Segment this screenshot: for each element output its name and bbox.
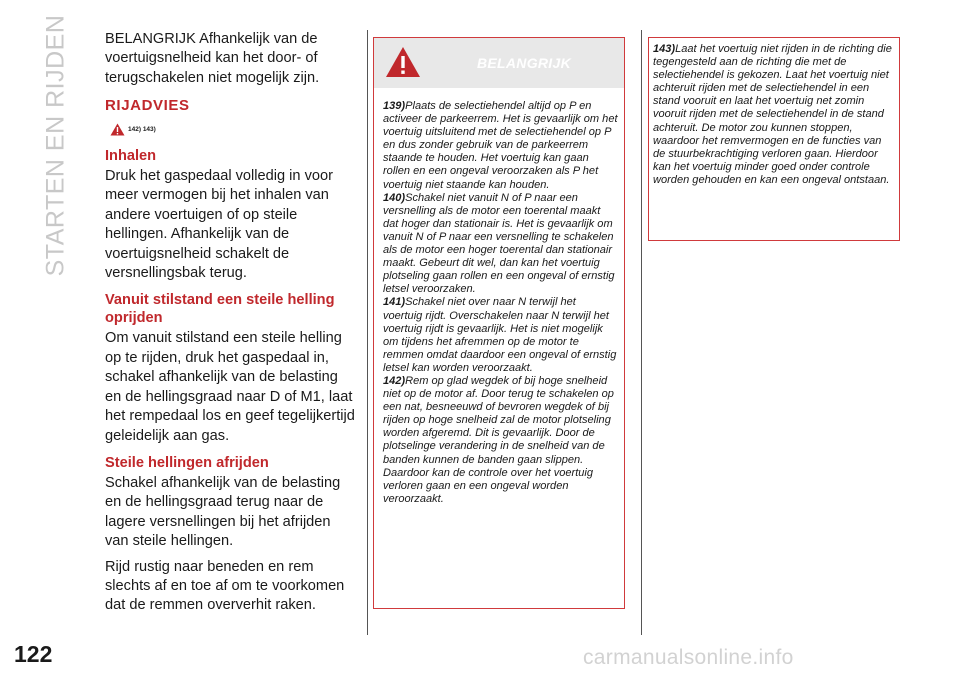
warning-item-text: Rem op glad wegdek of bij hoge snelheid niet op de motor af. Door terug te schakelen op een nat, besneeuwd of bevroren wegdek of bij rijden op hoge snelheid zal de motor plotseling worden afgeremd. Dit is gevaarlijk. Door de plotselinge verandering in de snelheid van de banden kunnen de banden gaan slippen. Daardoor kan de controle over het voertuig verloren gaan en een ongeval worden veroorzaakt. <box>383 374 614 505</box>
warning-item <box>383 100 618 192</box>
watermark: carmanualsonline.info <box>583 646 794 669</box>
paragraph-rustig-remmen: Rijd rustig naar beneden en rem slechts af en toe af om te voorkomen dat de remmen oververhit raken. <box>105 558 345 614</box>
warning-item-text: Laat het voertuig niet rijden in de richting die tegengesteld aan de richting die met de selectiehendel is gekozen. Laat het voertuig niet achteruit rijden met de selectiehendel in een stand vooruit en laat het voertuig net zomin vooruit rijden met de selectiehendel in de stand achteruit. De motor zou kunnen stoppen, waardoor het remvermogen en de functies van de stuurbekrachtiging verloren gaan. Hierdoor kan het voertuig minder goed onder controle worden gehouden en kan een ongeval ontstaan. <box>653 43 892 186</box>
side-section-title-text: STARTEN EN RIJDEN <box>41 14 70 276</box>
warning-reference <box>110 120 357 139</box>
warning-triangle-icon <box>110 123 125 136</box>
warning-item-number: 143) <box>653 43 676 55</box>
warning-item <box>653 43 895 187</box>
intro-paragraph: BELANGRIJK Afhankelijk van de voertuigsnelheid kan het door- of terugschakelen niet mogelijk zijn. <box>105 31 320 86</box>
warning-item-text: Schakel niet over naar N terwijl het voertuig rijdt. Overschakelen naar N terwijl het voertuig rijdt is gevaarlijk. Het is niet mogelijk om tijdens het afremmen op de motor te remmen omdat daardoor een ongeval of ernstig letsel kan worden veroorzaakt. <box>383 296 617 374</box>
side-section-title <box>26 14 86 276</box>
column-divider-2 <box>641 30 642 635</box>
warning-box <box>373 37 625 609</box>
warning-item <box>383 375 618 506</box>
warning-item-number: 141) <box>383 296 406 309</box>
warning-item-number: 140) <box>383 191 406 204</box>
subheading-inhalen: Inhalen <box>105 148 157 165</box>
warning-item-text: Schakel niet vanuit N of P naar een versnelling als de motor een toerental maakt dat hoger dan stationair is. Het is gevaarlijk om vanuit N of P naar een versnelling te schakelen als de motor een hoger toerental dan stationair maakt. Gebeurt dit wel, dan kan het voertuig plotseling gaan rollen en een ongeval of ernstig letsel veroorzaken. <box>383 191 615 296</box>
warning-ref-numbers: 142) 143) <box>128 125 156 133</box>
paragraph-hellingen-afrijden: Schakel afhankelijk van de belasting en de hellingsgraad terug naar de lagere versnellingen bij het afrijden van steile hellingen. <box>105 474 341 550</box>
column-divider-1 <box>367 30 368 635</box>
warning-item-text: Plaats de selectiehendel altijd op P en activeer de parkeerrem. Het is gevaarlijk om het voertuig uitsluitend met de selectiehendel op P en dus zonder gebruik van de parkeerrem staande te houden. Het voertuig kan gaan rollen en een ongeval veroorzaken als P het voertuig niet staande kan houden. <box>383 100 618 191</box>
warning-box-continued <box>648 37 900 241</box>
subheading-helling-oprijden: Vanuit stilstand een steile helling oprijden <box>105 292 335 327</box>
main-text-column <box>105 30 357 622</box>
warning-body <box>374 88 624 506</box>
warning-item-number: 142) <box>383 374 406 387</box>
warning-item <box>383 192 618 297</box>
section-heading: RIJADVIES <box>105 97 190 115</box>
paragraph-inhalen: Druk het gaspedaal volledig in voor meer vermogen bij het inhalen van andere voertuigen of op steile hellingen. Afhankelijk van de voertuigsnelheid schakelt de versnellingsbak terug. <box>105 168 333 282</box>
warning-item-number: 139) <box>383 100 406 112</box>
paragraph-helling-oprijden: Om vanuit stilstand een steile helling op te rijden, druk het gaspedaal in, schakel afhankelijk van de belasting en de hellingsgraad naar D of M1, laat het rempedaal los en geef tegelijkertijd geleidelijk aan gas. <box>105 330 355 444</box>
warning-item <box>383 296 618 375</box>
warning-header <box>374 38 624 88</box>
subheading-hellingen-afrijden: Steile hellingen afrijden <box>105 454 269 471</box>
page-number: 122 <box>14 641 53 667</box>
warning-title: BELANGRIJK <box>476 55 571 71</box>
